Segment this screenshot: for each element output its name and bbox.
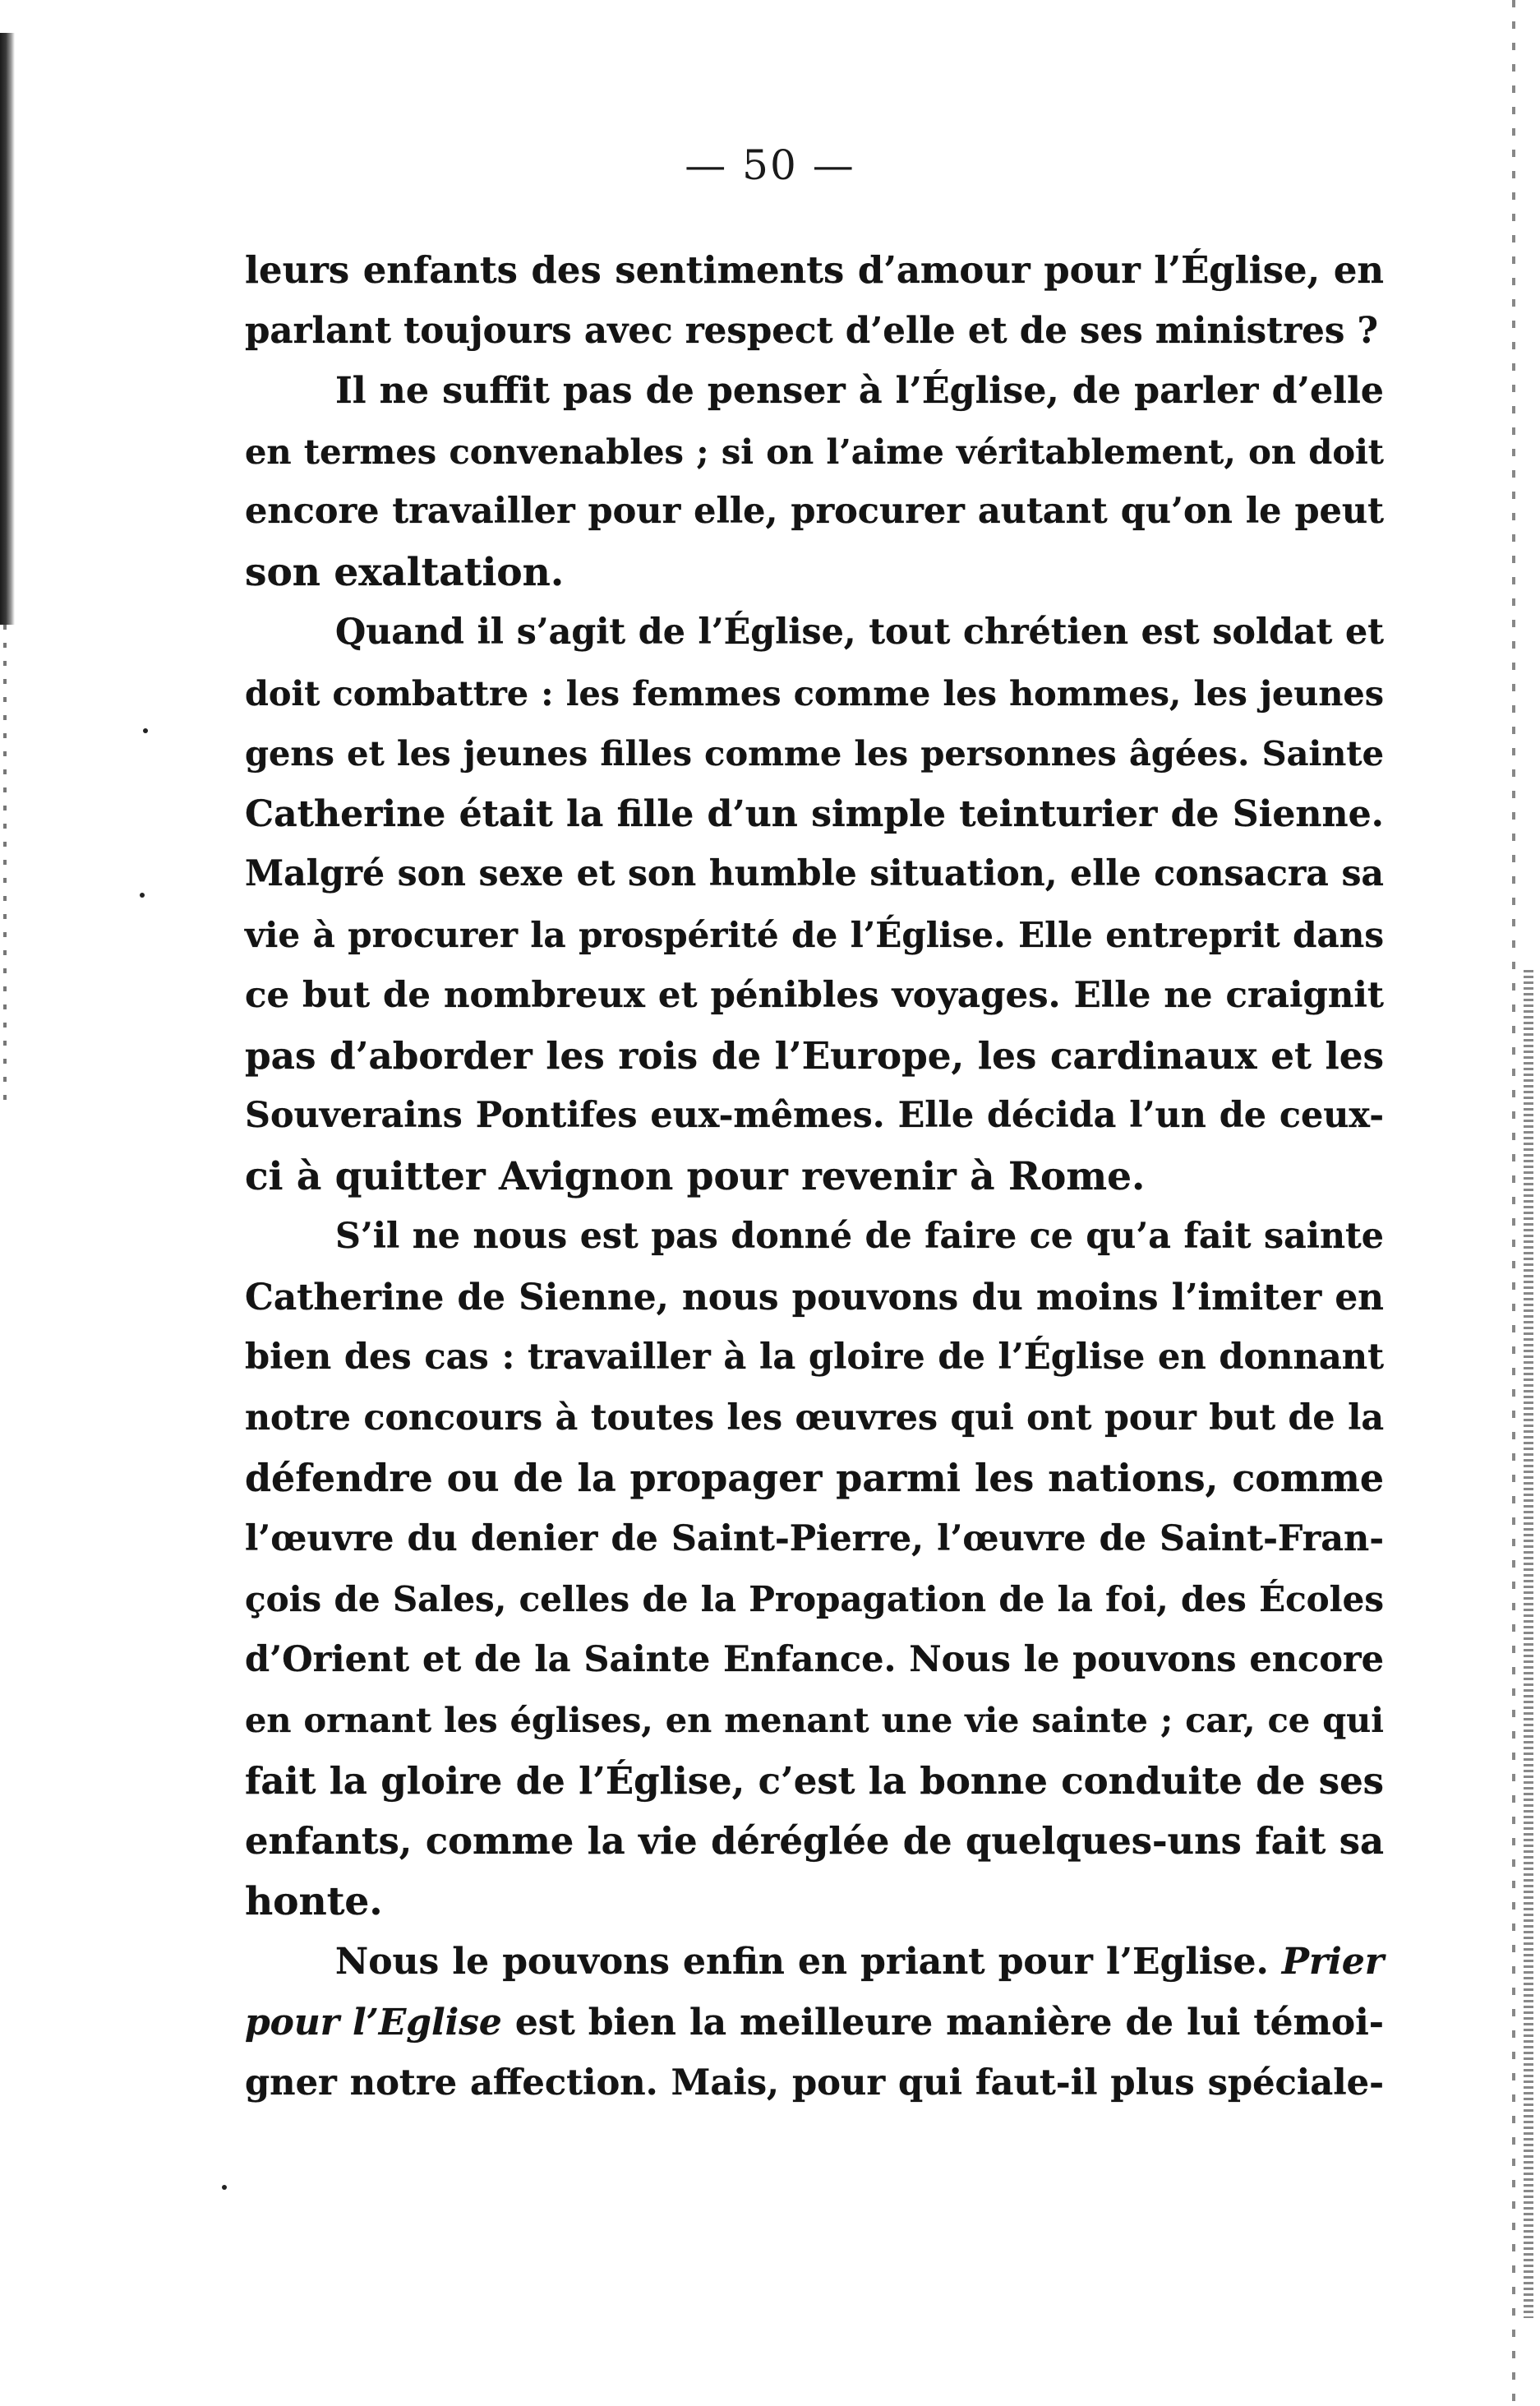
text-line: notre concours à toutes les œuvres qui ont pour but de la [245,1397,1384,1439]
text-line: ce but de nombreux et pénibles voyages. Elle ne craignit [245,974,1384,1016]
text-line: Il ne suffit pas de penser à l’Église, de parler d’elle [335,369,1384,412]
text-line: ci à quitter Avignon pour revenir à Rome. [245,1153,1146,1199]
text-line: gens et les jeunes filles comme les personnes âgées. Sainte [245,733,1384,774]
italic-run: pour l’Eglise [245,2001,502,2043]
italic-run: Prier [1281,1941,1384,1983]
text-line: fait la gloire de l’Église, c’est la bonne conduite de ses [245,1758,1384,1803]
scan-edge-left-marks [3,625,7,1101]
text-run: est bien la meilleure manière de lui témoi- [501,2001,1385,2043]
scan-speck [143,728,148,733]
text-line: en termes convenables ; si on l’aime véritablement, on doit [245,431,1384,472]
text-line-with-italic [245,1993,1384,2053]
text-line: encore travailler pour elle, procurer autant qu’on le peut [245,491,1384,532]
text-line: honte. [245,1878,383,1924]
text-line: bien des cas : travailler à la gloire de l’Église en donnant [245,1337,1384,1378]
text-line: Catherine de Sienne, nous pouvons du moins l’imiter en [245,1276,1384,1318]
text-line: leurs enfants des sentiments d’amour pour l’Église, en [245,248,1384,292]
text-line: parlant toujours avec respect d’elle et de ses ministres ? [245,309,1378,352]
text-line: doit combattre : les femmes comme les hommes, les jeunes [245,672,1384,713]
scan-speck [140,893,145,898]
text-line: son exaltation. [245,549,565,595]
text-line: enfants, comme la vie déréglée de quelques-uns fait sa [245,1819,1384,1863]
scan-speck [222,2185,227,2190]
text-run: Nous le pouvons enfin en priant pour l’Eglise. [335,1941,1282,1983]
text-line: S’il ne nous est pas donné de faire ce qu’a fait sainte [335,1216,1384,1257]
page-body [245,240,1384,2113]
text-line: çois de Sales, celles de la Propagation de la foi, des Écoles [245,1579,1384,1619]
text-line: l’œuvre du denier de Saint-Pierre, l’œuvre de Saint-Fran- [245,1517,1384,1559]
text-line: défendre ou de la propager parmi les nations, comme [245,1456,1384,1500]
text-line: gner notre affection. Mais, pour qui faut-il plus spéciale- [245,2062,1384,2104]
text-line: Quand il s’agit de l’Église, tout chrétien est soldat et [335,612,1384,653]
text-line: Catherine était la fille d’un simple teinturier de Sienne. [245,792,1384,835]
text-line: Souverains Pontifes eux-mêmes. Elle décida l’un de ceux- [245,1095,1384,1136]
text-line: en ornant les églises, en menant une vie sainte ; car, ce qui [245,1700,1384,1740]
text-line: pas d’aborder les rois de l’Europe, les cardinaux et les [245,1033,1384,1078]
scan-edge-right-marks [1524,970,1533,2318]
text-line: Malgré son sexe et son humble situation, elle consacra sa [245,853,1384,894]
page-number: — 50 — [685,141,855,189]
text-line: d’Orient et de la Sainte Enfance. Nous le pouvons encore [245,1638,1384,1680]
text-line-with-italic [245,1932,1384,1993]
text-line: vie à procurer la prospérité de l’Église. Elle entreprit dans [245,914,1384,955]
scan-edge-left [0,33,15,625]
scan-edge-right [1512,0,1515,2406]
